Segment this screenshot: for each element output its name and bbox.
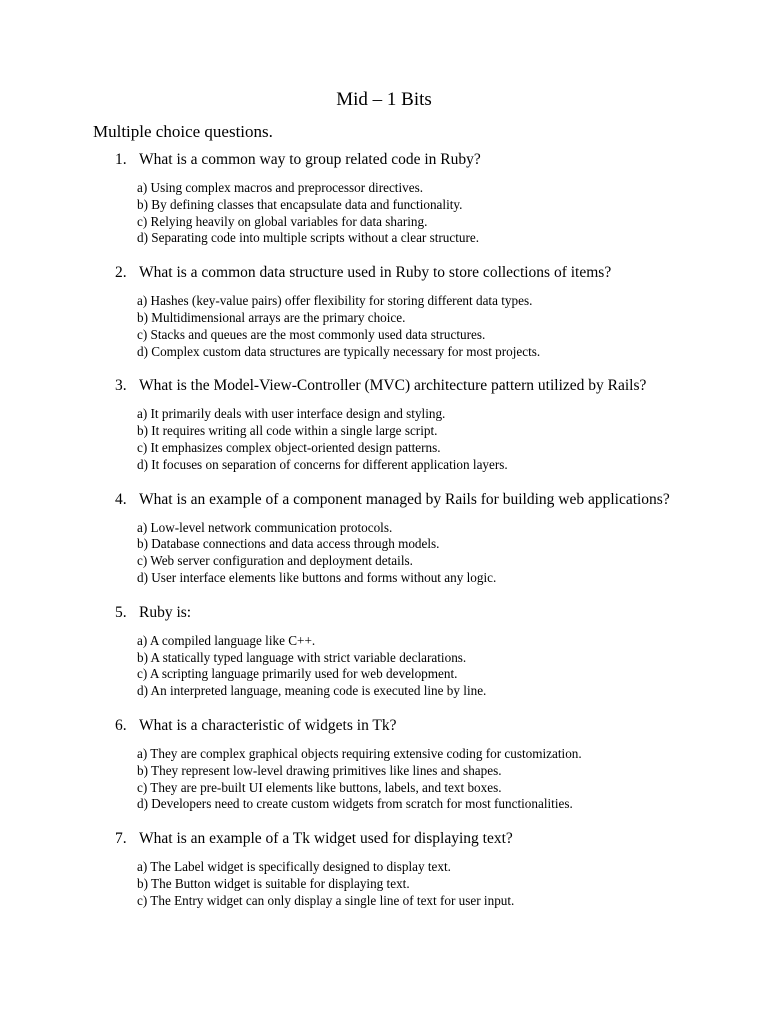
option-list bbox=[137, 180, 768, 247]
answer-option: c) The Entry widget can only display a single line of text for user input. bbox=[137, 892, 515, 908]
answer-option: d) User interface elements like buttons and forms without any logic. bbox=[137, 569, 497, 585]
answer-option: b) Database connections and data access through models. bbox=[137, 536, 440, 552]
answer-option: a) A compiled language like C++. bbox=[137, 632, 316, 648]
option-list bbox=[137, 859, 768, 909]
question-number: 7. bbox=[115, 830, 127, 848]
option-list bbox=[137, 406, 768, 473]
question-text: What is an example of a component managed by Rails for building web applications? bbox=[139, 490, 670, 508]
option-list bbox=[137, 633, 768, 700]
question-item bbox=[0, 603, 768, 700]
question-item bbox=[0, 716, 768, 813]
option-list bbox=[137, 746, 768, 813]
question-number: 5. bbox=[115, 603, 127, 621]
answer-option: c) Web server configuration and deployment details. bbox=[137, 553, 413, 569]
section-heading: Multiple choice questions. bbox=[93, 122, 273, 141]
question-list bbox=[0, 150, 768, 926]
question-item bbox=[0, 376, 768, 473]
question-text: What is a characteristic of widgets in Tk? bbox=[139, 716, 397, 734]
question-text: What is the Model-View-Controller (MVC) architecture pattern utilized by Rails? bbox=[139, 377, 647, 395]
answer-option: a) Low-level network communication protocols. bbox=[137, 519, 393, 535]
option-list bbox=[137, 520, 768, 587]
answer-option: c) Relying heavily on global variables for data sharing. bbox=[137, 213, 428, 229]
question-item bbox=[0, 150, 768, 247]
answer-option: d) Separating code into multiple scripts without a clear structure. bbox=[137, 230, 480, 246]
answer-option: a) They are complex graphical objects requiring extensive coding for customization. bbox=[137, 745, 582, 761]
answer-option: a) The Label widget is specifically designed to display text. bbox=[137, 859, 451, 875]
answer-option: a) Using complex macros and preprocessor directives. bbox=[137, 180, 423, 195]
question-number: 4. bbox=[115, 490, 127, 508]
question-number: 6. bbox=[115, 716, 127, 734]
answer-option: d) An interpreted language, meaning code is executed line by line. bbox=[137, 683, 487, 699]
answer-option: d) Developers need to create custom widgets from scratch for most functionalities. bbox=[137, 796, 573, 812]
question-text: What is a common way to group related code in Ruby? bbox=[139, 151, 481, 168]
answer-option: c) It emphasizes complex object-oriented design patterns. bbox=[137, 439, 441, 455]
question-number: 3. bbox=[115, 377, 127, 395]
answer-option: b) By defining classes that encapsulate data and functionality. bbox=[137, 196, 463, 212]
question-item bbox=[0, 263, 768, 360]
answer-option: b) The Button widget is suitable for displaying text. bbox=[137, 875, 410, 891]
answer-option: b) It requires writing all code within a single large script. bbox=[137, 423, 438, 439]
question-text: What is a common data structure used in Ruby to store collections of items? bbox=[139, 264, 612, 282]
question-item bbox=[0, 490, 768, 587]
answer-option: b) They represent low-level drawing primitives like lines and shapes. bbox=[137, 762, 502, 778]
answer-option: b) A statically typed language with strict variable declarations. bbox=[137, 649, 467, 665]
question-item bbox=[0, 829, 768, 909]
option-list bbox=[137, 293, 768, 360]
answer-option: c) A scripting language primarily used for web development. bbox=[137, 666, 458, 682]
question-number: 1. bbox=[115, 151, 127, 168]
question-number: 2. bbox=[115, 264, 127, 282]
question-text: What is an example of a Tk widget used for displaying text? bbox=[139, 830, 513, 848]
answer-option: c) Stacks and queues are the most commonly used data structures. bbox=[137, 326, 486, 342]
answer-option: b) Multidimensional arrays are the primary choice. bbox=[137, 309, 406, 325]
answer-option: a) It primarily deals with user interface design and styling. bbox=[137, 406, 446, 422]
question-text: Ruby is: bbox=[139, 603, 192, 621]
answer-option: a) Hashes (key-value pairs) offer flexibility for storing different data types. bbox=[137, 293, 533, 309]
answer-option: d) It focuses on separation of concerns for different application layers. bbox=[137, 456, 508, 472]
answer-option: d) Complex custom data structures are typically necessary for most projects. bbox=[137, 343, 541, 359]
answer-option: c) They are pre-built UI elements like buttons, labels, and text boxes. bbox=[137, 779, 502, 795]
page-title: Mid – 1 Bits bbox=[336, 89, 432, 110]
